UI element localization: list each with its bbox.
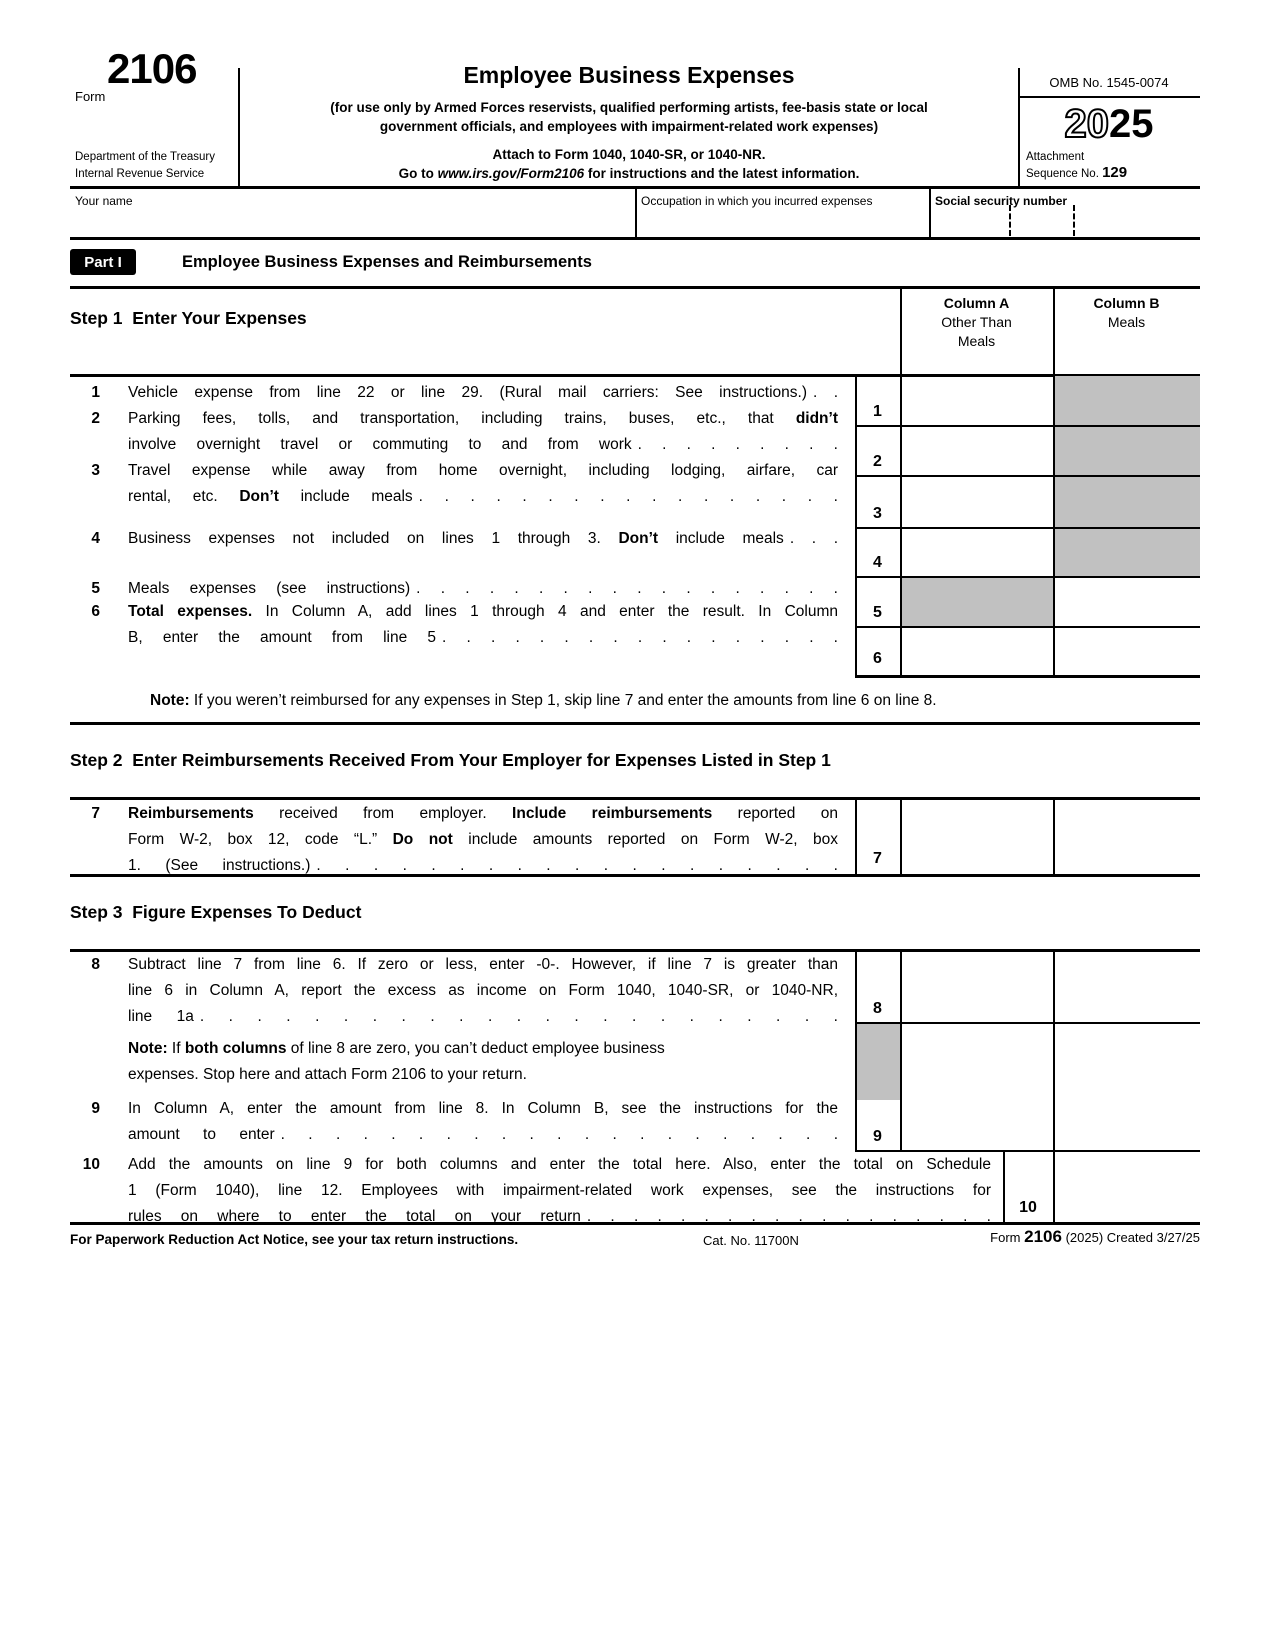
line9-column-b-cell[interactable] bbox=[1055, 1025, 1200, 1148]
step1-table-bottom-rule bbox=[855, 675, 1200, 678]
tax-year-outline: 20 bbox=[1064, 102, 1109, 146]
line8-column-b-cell[interactable] bbox=[1055, 952, 1200, 1020]
attachment-label: Attachment bbox=[1026, 151, 1085, 163]
line5-box-number: 5 bbox=[873, 604, 882, 621]
ssn-label: Social security number bbox=[935, 194, 1068, 208]
line6-column-a-cell[interactable] bbox=[902, 628, 1051, 674]
column-b-title: Column B bbox=[1093, 295, 1160, 311]
line8-box-number: 8 bbox=[873, 1000, 882, 1017]
line4-box-number: 4 bbox=[873, 554, 882, 571]
line5-column-b-cell[interactable] bbox=[1055, 577, 1200, 625]
ssn-field[interactable] bbox=[931, 205, 1200, 236]
item-7-text-line-2: Form W-2, box 12, code “L.” Do not include amounts reported on Form W-2, box bbox=[128, 831, 838, 848]
line5-column-a-shaded bbox=[902, 577, 1053, 627]
line7-box-number: 7 bbox=[873, 850, 882, 867]
line4-column-a-cell[interactable] bbox=[902, 529, 1051, 575]
item-6-text-line-2: B, enter the amount from line 5 . . . . . . . . . . . . . . . . . bbox=[128, 629, 838, 646]
your-name-label: Your name bbox=[75, 194, 133, 208]
item-10-text-line-2: 1 (Form 1040), line 12. Employees with impairment-related work expenses, see the instructions for bbox=[128, 1182, 991, 1199]
item-3-text-line-2: rental, etc. Don’t include meals . . . . . . . . . . . . . . . . . bbox=[128, 488, 838, 505]
part1-title: Employee Business Expenses and Reimbursements bbox=[182, 253, 592, 271]
form-number: 2106 bbox=[107, 45, 197, 92]
step1-heading: Step 1 Enter Your Expenses bbox=[70, 308, 307, 328]
sequence-number: 129 bbox=[1102, 164, 1128, 181]
line9-box-number: 9 bbox=[873, 1128, 882, 1145]
step2-heading: Step 2 Enter Reimbursements Received From Your Employer for Expenses Listed in Step 1 bbox=[70, 750, 831, 770]
line7-column-b-cell[interactable] bbox=[1055, 800, 1200, 872]
line2-column-b-shaded bbox=[1053, 426, 1200, 476]
item-2-text-line-1: Parking fees, tolls, and transportation, including trains, buses, etc., that didn’t bbox=[128, 410, 838, 427]
item-7-text-line-1: Reimbursements received from employer. Include reimbursements reported on bbox=[128, 805, 838, 822]
tax-year bbox=[1018, 102, 1200, 146]
dept-line-2: Internal Revenue Service bbox=[75, 168, 205, 180]
item-9-text-line-2: amount to enter . . . . . . . . . . . . . . . . . . . . . bbox=[128, 1126, 838, 1143]
catalog-number: Cat. No. 11700N bbox=[703, 1233, 799, 1248]
occupation-label: Occupation in which you incurred expenses bbox=[641, 194, 873, 208]
form-word: Form bbox=[75, 89, 106, 104]
step3-note-line-1: Note: If both columns of line 8 are zero, you can’t deduct employee business bbox=[128, 1040, 665, 1057]
line6-column-b-cell[interactable] bbox=[1055, 628, 1200, 674]
item-2-number: 2 bbox=[91, 410, 100, 427]
step3-row9-rule bbox=[855, 1150, 1200, 1152]
omb-number: OMB No. 1545-0074 bbox=[1049, 75, 1169, 90]
part1-bottom-rule bbox=[70, 286, 1200, 289]
line10-box-number: 10 bbox=[1019, 1199, 1037, 1216]
item-5-text: Meals expenses (see instructions) . . . . . . . . . . . . . . . . . . bbox=[128, 580, 838, 597]
subtitle-line-2: government officials, and employees with impairment-related work expenses) bbox=[379, 119, 879, 134]
part1-badge-label: Part I bbox=[84, 254, 122, 271]
column-a-title: Column A bbox=[943, 295, 1010, 311]
sequence-label: Sequence No. bbox=[1026, 168, 1103, 180]
item-1-number: 1 bbox=[91, 384, 100, 401]
item-4-number: 4 bbox=[91, 530, 100, 547]
item-2-text-line-2: involve overnight travel or commuting to and from work . . . . . . . . . bbox=[128, 436, 838, 453]
line6-box-number: 6 bbox=[873, 650, 882, 667]
footer-form-id bbox=[900, 1228, 1200, 1247]
tax-year-bold: 25 bbox=[1109, 102, 1154, 146]
step1-note: Note: If you weren’t reimbursed for any expenses in Step 1, skip line 7 and enter the amounts from line 6 on line 8. bbox=[150, 692, 937, 709]
column-b-header bbox=[1053, 294, 1200, 332]
item-8-text-line-1: Subtract line 7 from line 6. If zero or less, enter -0-. However, if line 7 is greater than bbox=[128, 956, 838, 973]
step3-numcol-shaded bbox=[855, 1022, 900, 1100]
step3-numcol-left-line bbox=[855, 949, 857, 1152]
item-10-text-line-3: rules on where to enter the total on your return . . . . . . . . . . . . . . . . . . bbox=[128, 1208, 991, 1225]
line3-column-b-shaded bbox=[1053, 476, 1200, 528]
item-3-number: 3 bbox=[91, 462, 100, 479]
item-6-text-line-1: Total expenses. In Column A, add lines 1 through 4 and enter the result. In Column bbox=[128, 603, 838, 620]
item-7-text-line-3: 1. (See instructions.) . . . . . . . . . . . . . . . . . . . bbox=[128, 857, 838, 874]
item-5-number: 5 bbox=[91, 580, 100, 597]
step1-section-bottom-rule bbox=[70, 722, 1200, 725]
footer-form-suffix: (2025) Created 3/27/25 bbox=[1061, 1230, 1200, 1245]
subtitle-line-1: (for use only by Armed Forces reservists, qualified performing artists, fee-basis state or local bbox=[330, 100, 928, 115]
column-b-sub1: Meals bbox=[1107, 314, 1146, 330]
item-10-number: 10 bbox=[82, 1156, 100, 1173]
footer-form-number: 2106 bbox=[1024, 1227, 1062, 1246]
occupation-field[interactable] bbox=[637, 205, 927, 237]
line1-column-b-shaded bbox=[1053, 376, 1200, 426]
dept-line-1: Department of the Treasury bbox=[75, 151, 215, 163]
line1-column-a-cell[interactable] bbox=[902, 377, 1051, 424]
item-10-text-line-1: Add the amounts on line 9 for both columns and enter the total here. Also, enter the total on Schedule bbox=[128, 1156, 991, 1173]
column-a-header bbox=[900, 294, 1053, 351]
goto-instruction: Go to www.irs.gov/Form2106 for instructions and the latest information. bbox=[398, 166, 860, 181]
line4-column-b-shaded bbox=[1053, 528, 1200, 577]
item-9-text-line-1: In Column A, enter the amount from line 8. In Column B, see the instructions for the bbox=[128, 1100, 838, 1117]
line3-box-number: 3 bbox=[873, 505, 882, 522]
step3-note-line-2: expenses. Stop here and attach Form 2106 to your return. bbox=[128, 1066, 527, 1083]
part1-badge bbox=[70, 249, 136, 275]
line7-column-a-cell[interactable] bbox=[902, 800, 1051, 872]
column-a-sub2: Meals bbox=[957, 333, 996, 349]
line2-column-a-cell[interactable] bbox=[902, 427, 1051, 474]
item-7-number: 7 bbox=[91, 805, 100, 822]
footer-form-word: Form bbox=[990, 1230, 1025, 1245]
omb-rule bbox=[1018, 96, 1200, 98]
item-1-text: Vehicle expense from line 22 or line 29. (Rural mail carriers: See instructions.) . . bbox=[128, 384, 839, 401]
line9-column-a-cell[interactable] bbox=[902, 1025, 1051, 1148]
paperwork-notice: For Paperwork Reduction Act Notice, see your tax return instructions. bbox=[70, 1232, 519, 1247]
line10-total-cell[interactable] bbox=[1055, 1153, 1200, 1220]
step3-row8-rule bbox=[855, 1022, 1200, 1024]
line3-column-a-cell[interactable] bbox=[902, 477, 1051, 525]
page-title: Employee Business Expenses bbox=[463, 62, 795, 88]
item-6-number: 6 bbox=[91, 603, 100, 620]
item-8-text-line-2: line 6 in Column A, report the excess as income on Form 1040, 1040-SR, or 1040-NR, bbox=[128, 982, 838, 999]
item-9-number: 9 bbox=[91, 1100, 100, 1117]
item-8-text-line-3: line 1a . . . . . . . . . . . . . . . . . . . . . . . bbox=[128, 1008, 838, 1025]
item-4-text: Business expenses not included on lines 1 through 3. Don’t include meals . . . bbox=[128, 530, 838, 547]
item-8-number: 8 bbox=[91, 956, 100, 973]
line8-column-a-cell[interactable] bbox=[902, 952, 1051, 1020]
attach-instruction: Attach to Form 1040, 1040-SR, or 1040-NR. bbox=[492, 147, 766, 162]
item-3-text-line-1: Travel expense while away from home overnight, including lodging, airfare, car bbox=[128, 462, 838, 479]
line1-box-number: 1 bbox=[873, 403, 882, 420]
sequence-line bbox=[1026, 166, 1127, 181]
line2-box-number: 2 bbox=[873, 453, 882, 470]
step3-heading: Step 3 Figure Expenses To Deduct bbox=[70, 902, 362, 922]
your-name-field[interactable] bbox=[70, 205, 633, 237]
column-a-sub1: Other Than bbox=[941, 314, 1012, 330]
name-row-bottom-rule bbox=[70, 237, 1200, 240]
